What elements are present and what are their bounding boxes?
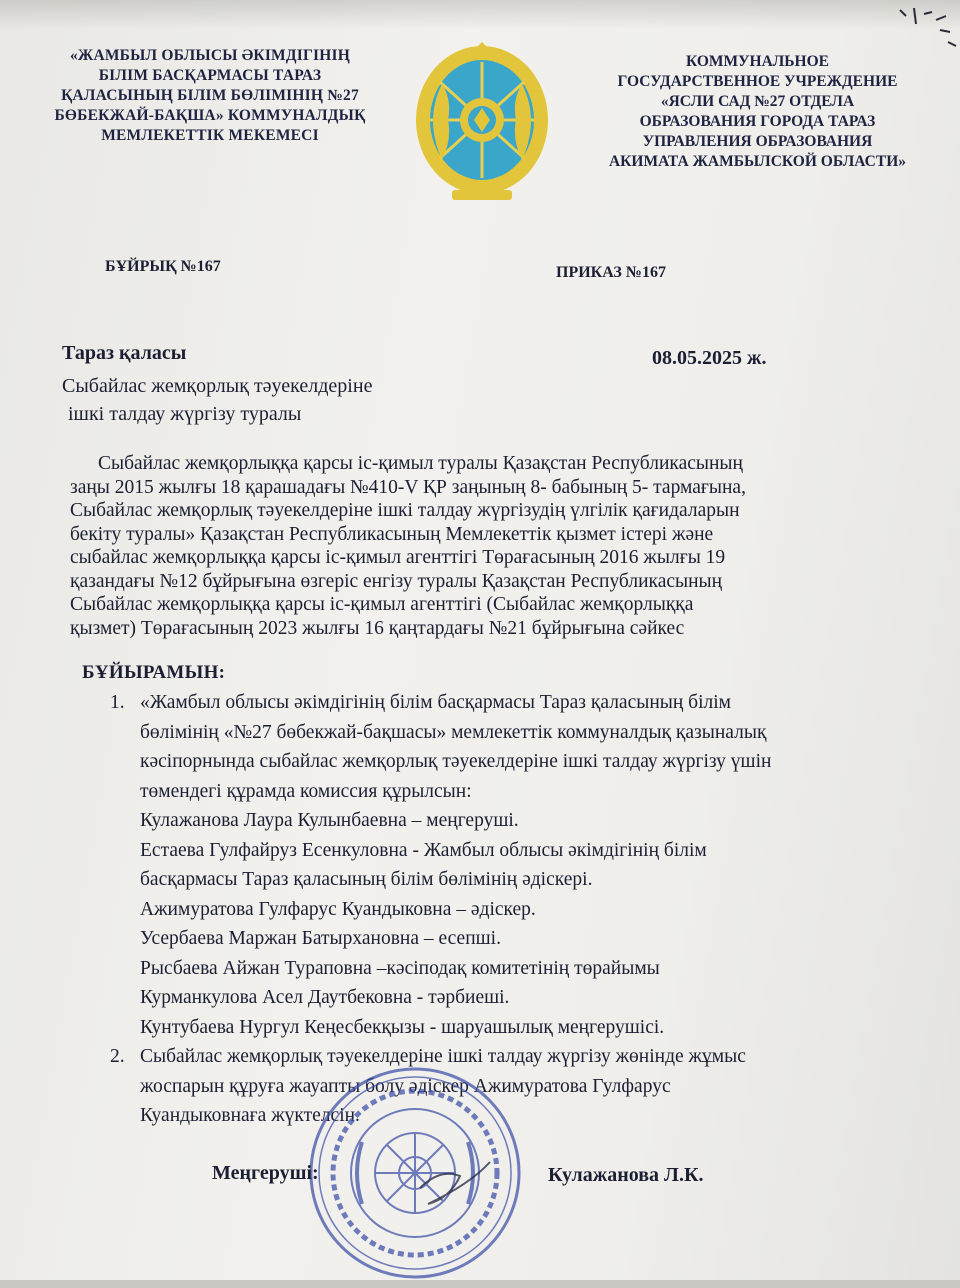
header-russian-line: ГОСУДАРСТВЕННОЕ УЧРЕЖДЕНИЕ <box>617 73 898 90</box>
header-kazakh-line: МЕМЛЕКЕТТІК МЕКЕМЕСІ <box>101 127 319 144</box>
preamble-line: Сыбайлас жемқорлыққа қарсы іс-қимыл агенттігі (Сыбайлас жемқорлыққа <box>70 594 694 615</box>
order-number-kazakh: БҰЙРЫҚ №167 <box>105 258 221 275</box>
item-number: 1. <box>110 692 125 713</box>
item-line: Естаева Гулфайруз Есенкуловна - Жамбыл облысы әкімдігінің білім <box>140 839 707 861</box>
state-emblem-icon <box>412 40 552 210</box>
item-line: кәсіпорнында сыбайлас жемқорлық тәуекелдеріне ішкі талдау жүргізу үшін <box>140 751 772 772</box>
preamble-line: сыбайлас жемқорлыққа қарсы іс-қимыл агенттігі Төрағасының 2016 жылғы 19 <box>70 547 726 568</box>
preamble-line: қазандағы №12 бұйрығына өзгеріс енгізу туралы Қазақстан Республикасының <box>70 570 723 592</box>
item-line: Усербаева Маржан Батырхановна – есепші. <box>140 928 501 949</box>
signatory-name: Кулажанова Л.К. <box>548 1164 704 1186</box>
item-line: Кулажанова Лаура Кулынбаевна – меңгеруші. <box>140 810 519 831</box>
item-line: бөлімінің «№27 бөбекжай-бақшасы» мемлекеттік коммуналдық қазыналық <box>140 721 767 743</box>
header-russian-line: «ЯСЛИ САД №27 ОТДЕЛА <box>660 93 855 110</box>
document-date: 08.05.2025 ж. <box>652 347 767 369</box>
decree-heading: БҰЙЫРАМЫН: <box>82 662 226 683</box>
header-kazakh-line: ҚАЛАСЫНЫҢ БІЛІМ БӨЛІМІНІҢ №27 <box>61 87 359 104</box>
preamble-paragraph <box>70 452 870 640</box>
list-item <box>110 688 870 1042</box>
item-line: Рысбаева Айжан Тураповна –кәсіподақ комитетінің төрайымы <box>140 957 660 979</box>
item-line: «Жамбыл облысы әкімдігінің білім басқармасы Тараз қаласының білім <box>140 692 732 713</box>
preamble-line: бекіту туралы» Қазақстан Республикасының Мемлекеттік қызмет істері және <box>70 523 714 545</box>
official-stamp-icon <box>300 1058 530 1288</box>
item-line: Курманкулова Асел Даутбековна - тәрбиеші. <box>140 987 510 1008</box>
preamble-line: Сыбайлас жемқорлық тәуекелдеріне ішкі талдау жүргізудің үлгілік қағидаларын <box>70 500 740 521</box>
item-line: Ажимуратова Гулфарус Куандыковна – әдіскер. <box>140 898 536 920</box>
document-subject <box>62 372 372 428</box>
header-kazakh-line: БӨБЕКЖАЙ-БАҚША» КОММУНАЛДЫҚ <box>54 107 366 124</box>
paper-shadow <box>0 0 960 30</box>
preamble-line: Сыбайлас жемқорлыққа қарсы іс-қимыл туралы Қазақстан Республикасының <box>98 453 743 474</box>
header-kazakh-line: «ЖАМБЫЛ ОБЛЫСЫ ӘКІМДІГІНІҢ <box>69 47 351 64</box>
item-line: төмендегі құрамда комиссия құрылсын: <box>140 780 472 802</box>
preamble-line: заңы 2015 жылғы 18 қарашадағы №410-V ҚР заңының 8- бабының 5- тармағына, <box>70 476 746 498</box>
signature-title: Меңгеруші: <box>212 1162 319 1184</box>
item-line: Кунтубаева Нургул Кеңесбекқызы - шаруашылық меңгерушісі. <box>140 1016 665 1038</box>
item-line: Сыбайлас жемқорлық тәуекелдеріне ішкі талдау жүргізу жөнінде жұмыс <box>140 1046 746 1067</box>
subject-line: Сыбайлас жемқорлық тәуекелдеріне <box>62 375 373 397</box>
city-name: Тараз қаласы <box>62 342 187 364</box>
item-line: Куандыковнаға жүктелсін. <box>140 1105 360 1126</box>
item-line: жоспарын құруға жауапты болу әдіскер Ажимуратова Гулфарус <box>140 1075 671 1097</box>
subject-line: ішкі талдау жүргізу туралы <box>68 403 302 425</box>
header-russian-line: КОММУНАЛЬНОЕ <box>685 53 830 70</box>
order-number-russian: ПРИКАЗ №167 <box>556 264 666 281</box>
item-line: басқармасы Тараз қаласының білім бөлімінің әдіскері. <box>140 869 593 890</box>
item-number: 2. <box>110 1046 125 1067</box>
header-russian-line: ОБРАЗОВАНИЯ ГОРОДА ТАРАЗ <box>639 113 876 130</box>
header-russian <box>590 52 925 172</box>
preamble-line: қызмет) Төрағасының 2023 жылғы 16 қаңтардағы №21 бұйрығына сәйкес <box>70 617 685 639</box>
header-russian-line: АКИМАТА ЖАМБЫЛСКОЙ ОБЛАСТИ» <box>608 153 906 170</box>
header-kazakh-line: БІЛІМ БАСҚАРМАСЫ ТАРАЗ <box>98 67 322 84</box>
header-russian-line: УПРАВЛЕНИЯ ОБРАЗОВАНИЯ <box>642 133 873 150</box>
header-kazakh <box>40 46 380 146</box>
